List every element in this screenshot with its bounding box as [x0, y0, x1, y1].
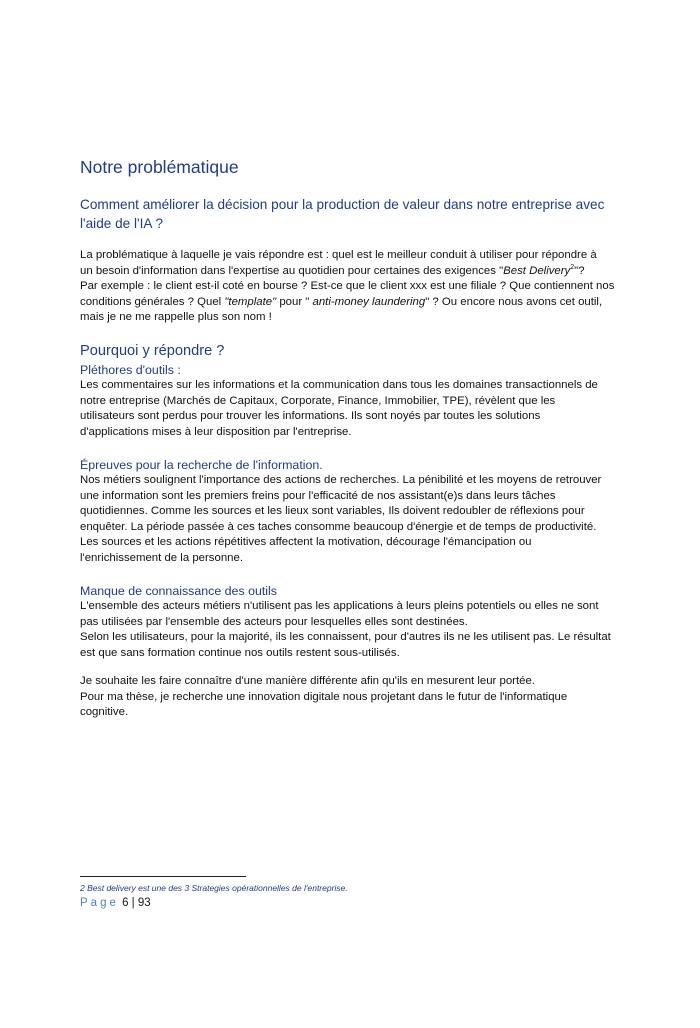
page-number: [80, 897, 151, 909]
subsection-heading: Manque de connaissance des outils: [80, 584, 278, 598]
intro-line: un besoin d'information dans l'expertise au quotidien pour certaines des exigences "Best Delivery$^2$"?: [80, 263, 585, 277]
intro-line: conditions générales ? Quel "template" pour " anti-money laundering" ? Ou encore nous avons cet outil,: [80, 295, 603, 308]
subsection-heading: Pléthores d'outils :: [80, 363, 181, 377]
epreuves-paragraph: [80, 473, 628, 566]
paragraph-line: Les commentaires sur les informations et la communication dans tous les domaines transactionnels de: [80, 379, 598, 391]
footnote-text: 2 Best delivery est une des 3 Strategies opérationnelles de l'entreprise.: [80, 883, 348, 893]
paragraph-line: L'ensemble des acteurs métiers n'utilisent pas les applications à leurs pleins potentiels ou elles ne sont: [80, 600, 599, 612]
intro-paragraph: [80, 248, 628, 326]
page-separator: |: [131, 897, 135, 909]
plethore-paragraph: [80, 378, 628, 440]
paragraph-line: Selon les utilisateurs, pour la majorité, ils les connaissent, pour d'autres ils ne les utilisent pas. Le résultat: [80, 631, 611, 643]
paragraph-line: l'enrichissement de la personne.: [80, 551, 244, 564]
paragraph-line: Pour ma thèse, je recherche une innovation digitale nous projetant dans le futur de l'informatique: [80, 690, 568, 703]
epreuves-section: [80, 457, 628, 566]
paragraph-line: enquêter. La période passée à ces taches consomme beaucoup d'énergie et de temps de productivité.: [80, 520, 597, 533]
paragraph-line: utilisateurs sont perdus pour trouver les informations. Ils sont noyés par toutes les solutions: [80, 410, 541, 422]
intro-line: La problématique à laquelle je vais répondre est : quel est le meilleur conduit à utiliser pour répondre à: [80, 249, 597, 261]
page-label: Page: [80, 897, 119, 909]
paragraph-line: quotidiennes. Comme les sources et les lieux sont variables, Ils doivent redoubler de réflexions pour: [80, 505, 585, 517]
plethore-section: [80, 362, 628, 440]
footnote-ref: 2: [570, 263, 575, 271]
footnote-divider: [80, 876, 246, 877]
paragraph-line: notre entreprise (Marchés de Capitaux, Corporate, Finance, Immobilier, TPE), révèlent que les: [80, 394, 556, 407]
paragraph-line: cognitive.: [80, 706, 129, 718]
page-title: Notre problématique: [80, 157, 239, 177]
problem-question: Comment améliorer la décision pour la production de valeur dans notre entreprise avec l'aide de l'IA ?: [80, 197, 605, 231]
manque-paragraph: [80, 599, 628, 661]
section-heading: Pourquoi y répondre ?: [80, 343, 225, 359]
page-total: 93: [137, 897, 151, 909]
intro-line: Par exemple : le client est-il coté en bourse ? Est-ce que le client xxx est une filiale ? Que contiennent nos: [80, 280, 615, 292]
paragraph-line: Nos métiers soulignent l'importance des actions de recherches. La pénibilité et les moyens de retrouver: [80, 474, 602, 486]
paragraph-line: est que sans formation continue nos outils restent sous-utilisés.: [80, 646, 400, 659]
subsection-heading: Épreuves pour la recherche de l'information.: [80, 458, 323, 472]
paragraph-line: une information sont les premiers freins pour l'efficacité de nos assistant(e)s dans leurs tâches: [80, 489, 556, 502]
intro-line: mais je ne me rappelle plus son nom !: [80, 311, 272, 323]
paragraph-line: Les sources et les actions répétitives affectent la motivation, décourage l'émancipation ou: [80, 536, 532, 548]
page-current: 6: [122, 897, 129, 909]
closing-paragraph: [80, 674, 628, 721]
paragraph-line: d'applications mises à leur disposition par l'entreprise.: [80, 425, 352, 438]
manque-section: [80, 583, 628, 661]
paragraph-line: pas utilisées par l'ensemble des acteurs pour lesquelles elles sont destinées.: [80, 615, 468, 628]
paragraph-line: Je souhaite les faire connaître d'une manière différente afin qu'ils en mesurent leur portée.: [80, 675, 535, 687]
